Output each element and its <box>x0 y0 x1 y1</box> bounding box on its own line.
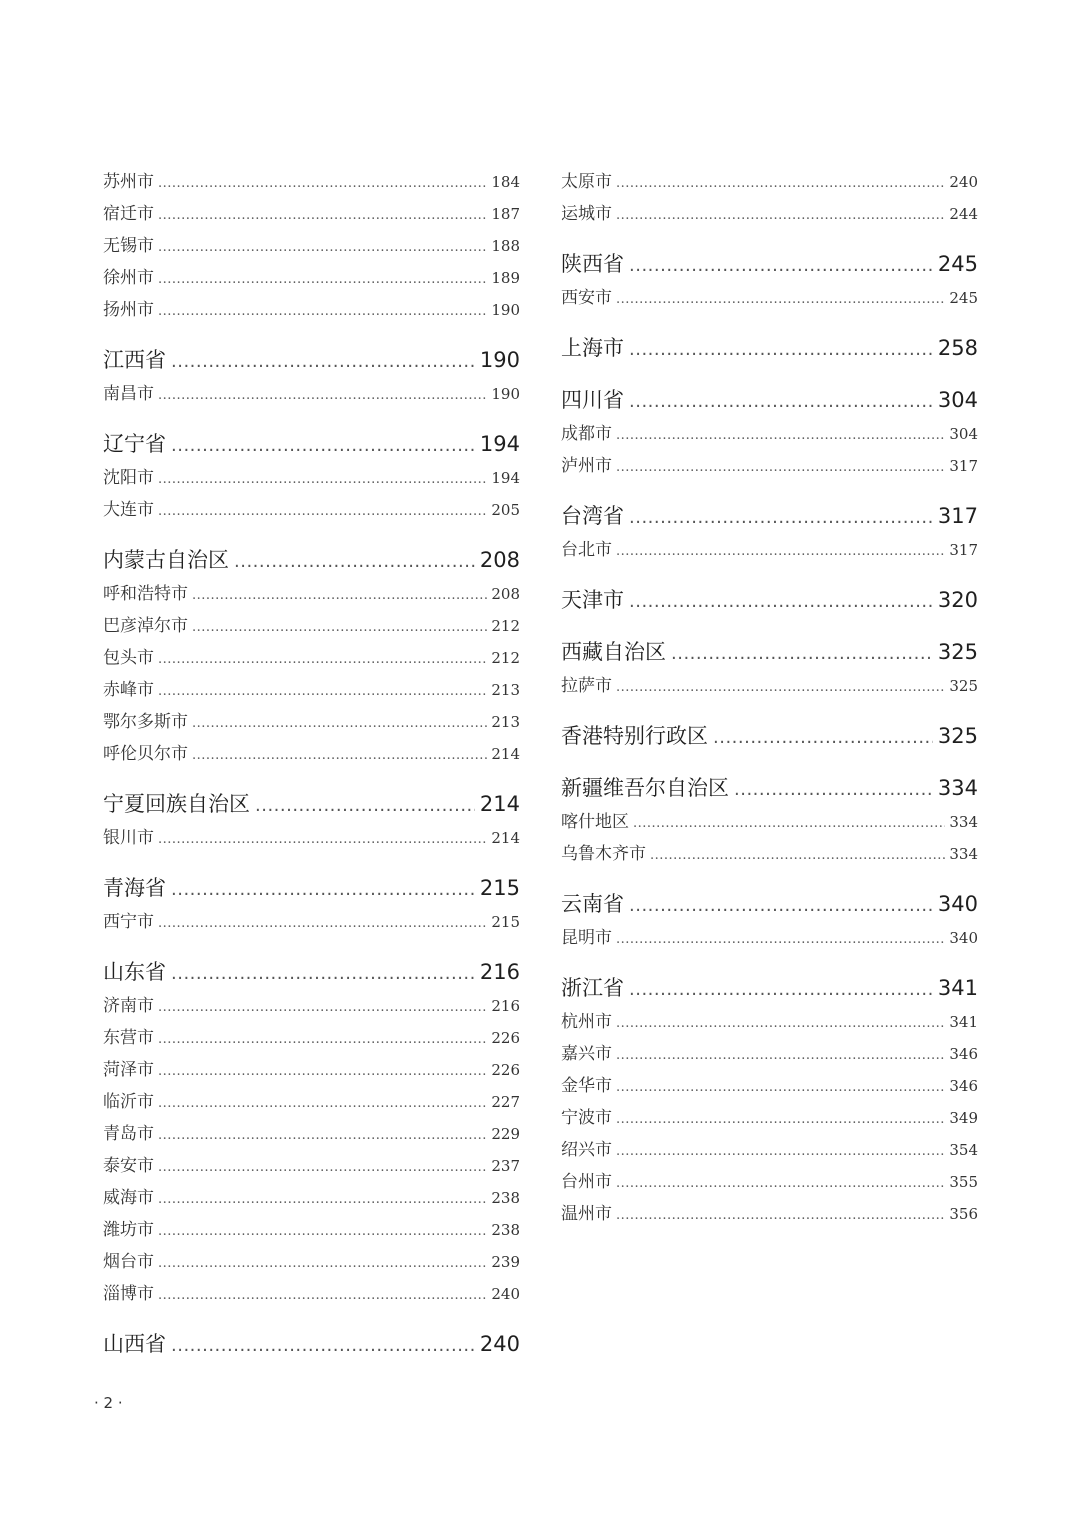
toc-leader-dots <box>158 496 487 526</box>
toc-province-entry[interactable] <box>103 786 520 822</box>
toc-city-entry[interactable] <box>561 282 978 314</box>
toc-province-entry[interactable] <box>561 634 978 670</box>
toc-entry-label: 菏泽市 <box>103 1060 154 1080</box>
toc-page-number: 304 <box>937 388 978 412</box>
toc-entry-label: 临沂市 <box>103 1092 154 1112</box>
toc-city-entry[interactable] <box>103 674 520 706</box>
toc-leader-dots <box>158 1088 487 1118</box>
toc-page-number: 187 <box>491 205 520 223</box>
toc-entry-label: 西藏自治区 <box>561 640 666 664</box>
toc-page-number: 205 <box>491 501 520 519</box>
toc-entry-label: 泰安市 <box>103 1156 154 1176</box>
toc-page-number: 238 <box>491 1221 520 1239</box>
toc-city-entry[interactable] <box>103 578 520 610</box>
toc-page-number: 325 <box>949 677 978 695</box>
toc-province-entry[interactable] <box>561 582 978 618</box>
toc-leader-dots <box>616 420 945 450</box>
toc-entry-label: 温州市 <box>561 1204 612 1224</box>
toc-leader-dots <box>616 1072 945 1102</box>
toc-entry-label: 陕西省 <box>561 252 624 276</box>
toc-page-number: 341 <box>949 1013 978 1031</box>
toc-entry-label: 昆明市 <box>561 928 612 948</box>
toc-city-entry[interactable] <box>103 378 520 410</box>
toc-leader-dots <box>616 1040 945 1070</box>
toc-province-entry[interactable] <box>103 426 520 462</box>
toc-city-entry[interactable] <box>103 990 520 1022</box>
toc-entry-label: 浙江省 <box>561 976 624 1000</box>
toc-city-entry[interactable] <box>103 230 520 262</box>
toc-leader-dots <box>158 824 487 854</box>
toc-leader-dots <box>616 672 945 702</box>
toc-page-number: 240 <box>949 173 978 191</box>
toc-leader-dots <box>616 1008 945 1038</box>
toc-page-number: 226 <box>491 1029 520 1047</box>
toc-page-number: 239 <box>491 1253 520 1271</box>
toc-province-entry[interactable] <box>561 886 978 922</box>
toc-city-entry[interactable] <box>103 1214 520 1246</box>
toc-leader-dots <box>616 1168 945 1198</box>
toc-leader-dots <box>158 232 487 262</box>
toc-leader-dots <box>616 168 945 198</box>
toc-page-number: 215 <box>479 876 520 900</box>
toc-page-number: 216 <box>479 960 520 984</box>
toc-leader-dots <box>629 332 933 366</box>
toc-leader-dots <box>158 644 487 674</box>
toc-entry-label: 江西省 <box>103 348 166 372</box>
toc-city-entry[interactable] <box>103 1054 520 1086</box>
toc-leader-dots <box>629 384 933 418</box>
toc-page-number: 317 <box>949 457 978 475</box>
toc-city-entry[interactable] <box>103 262 520 294</box>
toc-page-number: 215 <box>491 913 520 931</box>
toc-entry-label: 拉萨市 <box>561 676 612 696</box>
toc-page-number: 190 <box>491 301 520 319</box>
toc-entry-label: 徐州市 <box>103 268 154 288</box>
toc-entry-label: 呼和浩特市 <box>103 584 188 604</box>
toc-left-column <box>103 166 520 1362</box>
toc-leader-dots <box>616 536 945 566</box>
toc-leader-dots <box>158 168 487 198</box>
toc-page-number: 240 <box>491 1285 520 1303</box>
toc-entry-label: 宁夏回族自治区 <box>103 792 250 816</box>
toc-city-entry[interactable] <box>103 610 520 642</box>
toc-entry-label: 大连市 <box>103 500 154 520</box>
toc-province-entry[interactable] <box>103 1326 520 1362</box>
toc-page-number: 212 <box>491 617 520 635</box>
toc-page-number: 213 <box>491 681 520 699</box>
toc-entry-label: 宿迁市 <box>103 204 154 224</box>
toc-leader-dots <box>158 1056 487 1086</box>
toc-province-entry[interactable] <box>561 770 978 806</box>
toc-entry-label: 无锡市 <box>103 236 154 256</box>
toc-province-entry[interactable] <box>103 542 520 578</box>
toc-leader-dots <box>192 612 487 642</box>
toc-city-entry[interactable] <box>103 906 520 938</box>
toc-leader-dots <box>158 264 487 294</box>
toc-leader-dots <box>616 200 945 230</box>
toc-page-number: 304 <box>949 425 978 443</box>
toc-city-entry[interactable] <box>103 642 520 674</box>
toc-page-number: 240 <box>479 1332 520 1356</box>
toc-entry-label: 台北市 <box>561 540 612 560</box>
toc-page-number: 188 <box>491 237 520 255</box>
toc-city-entry[interactable] <box>561 1038 978 1070</box>
toc-page-number: 214 <box>491 829 520 847</box>
toc-entry-label: 巴彦淖尔市 <box>103 616 188 636</box>
toc-page-number: 317 <box>937 504 978 528</box>
toc-page-number: 325 <box>937 640 978 664</box>
toc-entry-label: 苏州市 <box>103 172 154 192</box>
toc-entry-label: 呼伦贝尔市 <box>103 744 188 764</box>
toc-leader-dots <box>192 580 487 610</box>
toc-page-number: 190 <box>479 348 520 372</box>
toc-entry-label: 沈阳市 <box>103 468 154 488</box>
toc-city-entry[interactable] <box>561 534 978 566</box>
toc-page-number: 346 <box>949 1045 978 1063</box>
toc-entry-label: 嘉兴市 <box>561 1044 612 1064</box>
toc-entry-label: 四川省 <box>561 388 624 412</box>
toc-leader-dots <box>171 344 475 378</box>
toc-page-number: 320 <box>937 588 978 612</box>
toc-city-entry[interactable] <box>561 806 978 838</box>
toc-leader-dots <box>616 452 945 482</box>
toc-leader-dots <box>629 584 933 618</box>
toc-leader-dots <box>629 248 933 282</box>
toc-city-entry[interactable] <box>103 822 520 854</box>
toc-leader-dots <box>158 464 487 494</box>
toc-page-number: 189 <box>491 269 520 287</box>
toc-entry-label: 泸州市 <box>561 456 612 476</box>
toc-page-number: 341 <box>937 976 978 1000</box>
toc-province-entry[interactable] <box>561 718 978 754</box>
toc-page-number: 245 <box>949 289 978 307</box>
toc-entry-label: 扬州市 <box>103 300 154 320</box>
toc-entry-label: 杭州市 <box>561 1012 612 1032</box>
toc-province-entry[interactable] <box>103 954 520 990</box>
page-number: · 2 · <box>94 1394 123 1412</box>
toc-page-number: 190 <box>491 385 520 403</box>
toc-leader-dots <box>158 200 487 230</box>
toc-entry-label: 太原市 <box>561 172 612 192</box>
toc-leader-dots <box>158 296 487 326</box>
toc-page-number: 213 <box>491 713 520 731</box>
toc-entry-label: 潍坊市 <box>103 1220 154 1240</box>
toc-page-number: 258 <box>937 336 978 360</box>
toc-entry-label: 赤峰市 <box>103 680 154 700</box>
toc-right-column <box>561 166 978 1230</box>
toc-leader-dots <box>671 636 933 670</box>
toc-leader-dots <box>158 1152 487 1182</box>
toc-page-number: 340 <box>937 892 978 916</box>
toc-leader-dots <box>616 1104 945 1134</box>
toc-city-entry[interactable] <box>561 922 978 954</box>
toc-entry-label: 辽宁省 <box>103 432 166 456</box>
toc-page-number: 212 <box>491 649 520 667</box>
toc-leader-dots <box>158 676 487 706</box>
toc-page-number: 184 <box>491 173 520 191</box>
toc-city-entry[interactable] <box>103 294 520 326</box>
toc-province-entry[interactable] <box>561 382 978 418</box>
toc-entry-label: 台州市 <box>561 1172 612 1192</box>
toc-page-number: 317 <box>949 541 978 559</box>
toc-page-number: 334 <box>949 813 978 831</box>
toc-city-entry[interactable] <box>103 1150 520 1182</box>
toc-city-entry[interactable] <box>561 418 978 450</box>
toc-page-number: 356 <box>949 1205 978 1223</box>
toc-city-entry[interactable] <box>103 1022 520 1054</box>
toc-entry-label: 喀什地区 <box>561 812 629 832</box>
toc-city-entry[interactable] <box>561 1070 978 1102</box>
toc-leader-dots <box>616 1200 945 1230</box>
toc-entry-label: 运城市 <box>561 204 612 224</box>
toc-province-entry[interactable] <box>561 330 978 366</box>
toc-city-entry[interactable] <box>561 450 978 482</box>
toc-page-number: 216 <box>491 997 520 1015</box>
toc-entry-label: 新疆维吾尔自治区 <box>561 776 729 800</box>
toc-entry-label: 烟台市 <box>103 1252 154 1272</box>
toc-entry-label: 包头市 <box>103 648 154 668</box>
toc-city-entry[interactable] <box>103 198 520 230</box>
toc-page-number: 340 <box>949 929 978 947</box>
toc-leader-dots <box>171 872 475 906</box>
toc-city-entry[interactable] <box>103 1086 520 1118</box>
toc-leader-dots <box>629 500 933 534</box>
toc-page-number: 334 <box>949 845 978 863</box>
toc-city-entry[interactable] <box>561 166 978 198</box>
toc-entry-label: 威海市 <box>103 1188 154 1208</box>
toc-page-number: 334 <box>937 776 978 800</box>
toc-entry-label: 西安市 <box>561 288 612 308</box>
toc-page-number: 237 <box>491 1157 520 1175</box>
toc-leader-dots <box>629 972 933 1006</box>
toc-province-entry[interactable] <box>103 342 520 378</box>
toc-city-entry[interactable] <box>561 1134 978 1166</box>
toc-leader-dots <box>192 740 487 770</box>
toc-province-entry[interactable] <box>561 246 978 282</box>
toc-entry-label: 乌鲁木齐市 <box>561 844 646 864</box>
toc-province-entry[interactable] <box>561 498 978 534</box>
toc-entry-label: 东营市 <box>103 1028 154 1048</box>
toc-city-entry[interactable] <box>103 1278 520 1310</box>
toc-page-number: 354 <box>949 1141 978 1159</box>
toc-page-number: 208 <box>491 585 520 603</box>
toc-entry-label: 山东省 <box>103 960 166 984</box>
toc-leader-dots <box>158 992 487 1022</box>
toc-leader-dots <box>734 772 933 806</box>
toc-entry-label: 西宁市 <box>103 912 154 932</box>
toc-leader-dots <box>629 888 933 922</box>
toc-page-number: 194 <box>479 432 520 456</box>
toc-entry-label: 济南市 <box>103 996 154 1016</box>
toc-page-number: 355 <box>949 1173 978 1191</box>
toc-entry-label: 云南省 <box>561 892 624 916</box>
toc-city-entry[interactable] <box>561 198 978 230</box>
toc-city-entry[interactable] <box>103 494 520 526</box>
toc-leader-dots <box>650 840 945 870</box>
toc-city-entry[interactable] <box>103 706 520 738</box>
toc-page-number: 238 <box>491 1189 520 1207</box>
toc-leader-dots <box>158 1280 487 1310</box>
toc-page-number: 349 <box>949 1109 978 1127</box>
toc-page-number: 194 <box>491 469 520 487</box>
toc-leader-dots <box>158 1120 487 1150</box>
toc-page-number: 208 <box>479 548 520 572</box>
toc-leader-dots <box>171 956 475 990</box>
toc-leader-dots <box>158 380 487 410</box>
toc-city-entry[interactable] <box>561 1102 978 1134</box>
toc-entry-label: 青岛市 <box>103 1124 154 1144</box>
toc-entry-label: 宁波市 <box>561 1108 612 1128</box>
toc-city-entry[interactable] <box>561 1006 978 1038</box>
toc-leader-dots <box>616 284 945 314</box>
toc-leader-dots <box>171 1328 475 1362</box>
toc-entry-label: 香港特别行政区 <box>561 724 708 748</box>
toc-entry-label: 绍兴市 <box>561 1140 612 1160</box>
toc-leader-dots <box>255 788 475 822</box>
toc-province-entry[interactable] <box>561 970 978 1006</box>
toc-leader-dots <box>616 1136 945 1166</box>
toc-leader-dots <box>616 924 945 954</box>
toc-page-number: 325 <box>937 724 978 748</box>
toc-leader-dots <box>158 1248 487 1278</box>
toc-entry-label: 山西省 <box>103 1332 166 1356</box>
toc-page-number: 214 <box>479 792 520 816</box>
toc-entry-label: 南昌市 <box>103 384 154 404</box>
toc-leader-dots <box>158 908 487 938</box>
toc-entry-label: 内蒙古自治区 <box>103 548 229 572</box>
toc-page-number: 346 <box>949 1077 978 1095</box>
toc-page-number: 245 <box>937 252 978 276</box>
toc-leader-dots <box>234 544 475 578</box>
toc-province-entry[interactable] <box>103 870 520 906</box>
toc-entry-label: 淄博市 <box>103 1284 154 1304</box>
toc-city-entry[interactable] <box>103 738 520 770</box>
toc-entry-label: 鄂尔多斯市 <box>103 712 188 732</box>
toc-page-number: 244 <box>949 205 978 223</box>
toc-page-number: 226 <box>491 1061 520 1079</box>
toc-entry-label: 天津市 <box>561 588 624 612</box>
toc-leader-dots <box>171 428 475 462</box>
toc-leader-dots <box>192 708 487 738</box>
toc-city-entry[interactable] <box>103 1182 520 1214</box>
toc-entry-label: 成都市 <box>561 424 612 444</box>
toc-city-entry[interactable] <box>561 670 978 702</box>
toc-leader-dots <box>158 1184 487 1214</box>
toc-entry-label: 金华市 <box>561 1076 612 1096</box>
toc-entry-label: 上海市 <box>561 336 624 360</box>
toc-city-entry[interactable] <box>103 1118 520 1150</box>
toc-city-entry[interactable] <box>103 166 520 198</box>
toc-city-entry[interactable] <box>103 1246 520 1278</box>
toc-leader-dots <box>633 808 945 838</box>
toc-entry-label: 银川市 <box>103 828 154 848</box>
toc-city-entry[interactable] <box>103 462 520 494</box>
toc-page-number: 214 <box>491 745 520 763</box>
toc-entry-label: 台湾省 <box>561 504 624 528</box>
toc-city-entry[interactable] <box>561 838 978 870</box>
toc-leader-dots <box>158 1216 487 1246</box>
toc-city-entry[interactable] <box>561 1198 978 1230</box>
toc-leader-dots <box>158 1024 487 1054</box>
toc-page-number: 229 <box>491 1125 520 1143</box>
toc-city-entry[interactable] <box>561 1166 978 1198</box>
toc-entry-label: 青海省 <box>103 876 166 900</box>
toc-page-number: 227 <box>491 1093 520 1111</box>
toc-leader-dots <box>713 720 933 754</box>
